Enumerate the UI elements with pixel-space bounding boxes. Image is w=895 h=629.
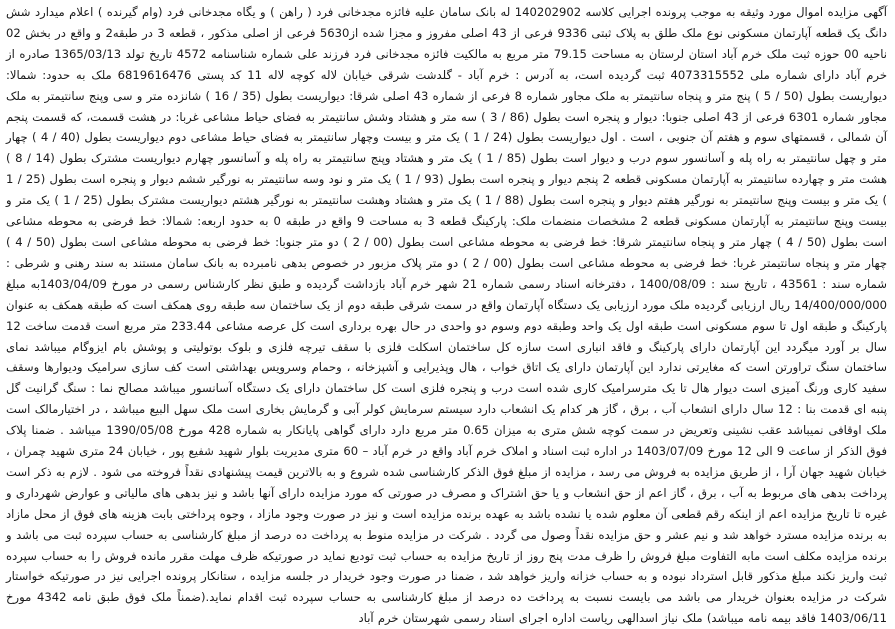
- auction-notice-text: آگهی مزایده اموال مورد وثیقه به موجب پرونده اجرایی کلاسه 140202902 له بانک سامان علیه فائزه مجدخانی فرد ( راهن ) و یگاه مجدخانی فرد (وام گیرنده ) اعلام میدارد شش دانگ یک قطعه آپارتمان مسکونی نوع ملک طلق به پلاک ثبتی 9336 فرعی از 43 اصلی مفروز و مجزا شده از5630 فرعی از اصلی مذکور ، قطعه 3 در طبقه2 و واقع در بخش 02 ناحیه 00 حوزه ثبت ملک خرم آباد استان لرستان به مساحت 79.15 متر مربع به مالکیت فائزه مجدخانی فرد فرزند علی شماره شناسنامه 4572 تاریخ تولد 1365/03/13 صادره از خرم آباد دارای شماره ملی 4073315552 ثبت گردیده است، به آدرس : خرم آباد - گلدشت شرقی خیابان لاله کوچه لاله 11 کد پستی 6819616476 ملک به حدود: شمالا: دیواریست بطول (50 / 5 ) پنج متر و پنجاه سانتیمتر به ملک مجاور شماره 8 فرعی از شماره 43 اصلی شرقا: دیواریست بطول (35 / 16 ) شانزده متر و سی وپنج سانتیمتر به ملک مجاور شماره 6301 فرعی از 43 اصلی جنوبا: دیوار و پنجره است بطول (86 / 3 ) سه متر و هشتاد وشش سانتیمتر به فضای حیاط مشاعی غربا: در هشت قسمت، که قسمت پنجم آن شمالی ، قسمتهای سوم و هفتم آن جنوبی ، است . اول دیواریست بطول (24 / 1 ) یک متر و بیست وچهار سانتیمتر به فضای حیاط مشاعی دوم دیواریست بطول (40 / 4 ) چهار متر و چهل سانتیمتر به راه پله و آسانسور سوم درب و دیوار است بطول (85 / 1 ) یک متر و هشتاد وپنج سانتیمتر به راه پله و آسانسور چهارم دیواریست مشترک بطول (14 / 8 ) هشت متر و چهارده سانتیمتر به آپارتمان مسکونی قطعه 2 پنجم دیوار و پنجره است بطول (93 / 1 ) یک متر و نود وسه سانتیمتر به نورگیر ششم دیوار و پنجره است بطول (25 / 1 ) یک متر و بیست وپنج سانتیمتر به نورگیر هفتم دیوار و پنجره است بطول (88 / 1 ) یک متر و هشتاد وهشت سانتیمتر به نورگیر هشتم دیواریست مشترک بطول (25 / 1 ) یک متر و بیست وپنج سانتیمتر به آپارتمان مسکونی قطعه 2 مشخصات منضمات ملک: پارکینگ قطعه 3 به مساحت 9 واقع در طبقه 0 به حدود اربعه: شمالا: خط فرضی به محوطه مشاعی است بطول (50 / 4 ) چهار متر و پنجاه سانتیمتر شرقا: خط فرضی به محوطه مشاعی است بطول (00 / 2 ) دو متر جنوبا: خط فرضی به محوطه مشاعی است بطول (50 / 4 ) چهار متر و پنجاه سانتیمتر غربا: خط فرضی به محوطه مشاعی است بطول (00 / 2 ) دو متر پلاک مزبور در خصوص بدهی نامبرده به بانک سامان مستند به سند رهنی و شرطی : شماره سند : 43561 ، تاریخ سند : 1400/08/09 ، دفترخانه اسناد رسمی شماره 21 شهر خرم آباد بازداشت گردیده و طبق نظر کارشناس رسمی در مورخ 1403/04/09به مبلغ 14/400/000/000 ریال ارزیابی گردیده ملک مورد ارزیابی یک دستگاه آپارتمان واقع در سمت شرقی طبقه دوم از یک ساختمان سه طبقه روی همکف است که طبقه همکف به عنوان پارکینگ و طبقه اول تا سوم مسکونی است طبقه اول یک واحد وطبقه دوم وسوم دو واحدی در حال بهره برداری است کل عرصه مشاعی 233.44 متر مربع است قدمت ساخت 12 سال بر آورد میگردد این آپارتمان دارای پارکینگ و فاقد انباری است سازه کل ساختمان اسکلت فلزی با سقف تیرچه فلزی و بلوک بوتولیتی و پوشش بام ایزوگام میباشد نمای ساختمان سنگ تراورتن است که مغایرتی ندارد این آپارتمان دارای یک اتاق خواب ، هال وپذیرایی و آشپزخانه ، وحمام وسرویس بهداشتی است کف سازی سرامیک ودیوارها وسقف سفید کاری ورنگ آمیزی است دیوار هال تا یک مترسرامیک کاری شده است درب و پنجره فلزی است کل ساختمان دارای یک دستگاه آسانسور میباشد مصالح نما : سنگ گرانیت گل پنبه ای قدمت بنا : 12 سال دارای انشعاب آب ، برق ، گاز هر کدام یک انشعاب دارد سیستم سرمایش کولر آبی و گرمایش بخاری است ملک سهل البیع میباشد ، در اختیارمالک است ملک اوقافی نمیباشد عقب نشینی وتعریض در سمت کوچه شش متری به میزان 0.65 متر مربع دارد دارای گواهی پایانکار به شماره 428 مورخ 1390/05/08 میباشد . ضمنا پلاک فوق الذکر از ساعت 9 الی 12 مورخ 1403/07/09 در اداره ثبت اسناد و املاک خرم آباد واقع در خرم آباد – 60 متری مدیریت بلوار شهید شفیع پور ، خیابان 24 متری شهید چمران ، خیابان شهید جهان آرا ، از طریق مزایده به فروش می رسد ، مزایده از مبلغ فوق الذکر کارشناسی شده شروع و به بالاترین قیمت پیشنهادی نقداً فروخته می شود . لازم به ذکر است پرداخت بدهی های مربوط به آب ، برق ، گاز اعم از حق انشعاب و یا حق اشتراک و مصرف در صورتی که مورد مزایده دارای آنها باشد و نیز بدهی های مالیاتی و عوارض شهرداری و غیره تا تاریخ مزایده اعم از اینکه رقم قطعی آن معلوم شده یا نشده باشد به عهده برنده مزایده است و نیز در صورت وجود مازاد ، وجوه پرداختی بابت هزینه های فوق از محل مازاد به برنده مزایده مسترد خواهد شد و نیم عشر و حق مزایده نقداً وصول می گردد . شرکت در مزایده منوط به پرداخت ده درصد از مبلغ کارشناسی به حساب سپرده ثبت می باشد و برنده مزایده مکلف است مابه التفاوت مبلغ فروش را ظرف مدت پنج روز از تاریخ مزایده به حساب ثبت تودیع نماید در صورتیکه ظرف مهلت مقرر مانده فروش را به حساب سپرده ثبت واریز نکند مبلغ مذکور قابل استرداد نبوده و به حساب خزانه واریز خواهد شد ، ضمنا در صورت وجود خریدار در جلسه مزایده ، ستانکار پرونده اجرایی نیز در صورتیکه خواستار شرکت در مزایده بعنوان خریدار می باشد می بایست نسبت به پرداخت ده درصد از مبلغ کارشناسی به حساب سپرده ثبت اقدام نماید.(ضمناً ملک فوق طبق نامه 4342 مورخ 1403/06/11 فاقد بیمه نامه میباشد) ملک نیاز اسدالهی ریاست اداره اجرای اسناد رسمی شهرستان خرم آباد: [6, 5, 888, 626]
